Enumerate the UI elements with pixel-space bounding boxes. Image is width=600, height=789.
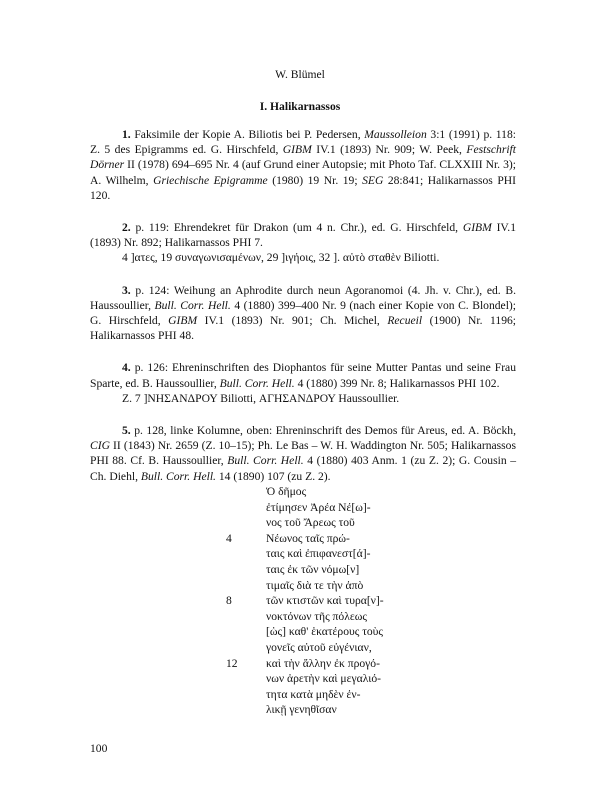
line-number: 4	[226, 531, 232, 545]
entry-note: 4 ]ατες, 19 συναγωνισαμένων, 29 ]ιγήοις, 32 ]. αὐτὸ σταθὲν Biliotti.	[122, 251, 440, 265]
inscription-line-text: Νέωνος ταῖς πρώ-	[266, 531, 350, 545]
entry-text: IV.1 (1893) Nr. 909; W. Peek,	[311, 143, 467, 157]
entry-text: p. 119: Ehrendekret für Drakon (um 4 n. Chr.), ed. G. Hirschfeld,	[130, 221, 463, 235]
entry-text: 14 (1890) 107 (zu Z. 2).	[215, 469, 331, 483]
inscription-line	[246, 515, 446, 531]
cited-title: Festschrift Dörner	[90, 143, 516, 172]
entry-text: 4 (1880) 403 Anm. 1 (zu Z. 2); G. Cousin – Ch. Diehl,	[90, 454, 517, 483]
inscription-line-text: ταις ἐκ τῶν νόμω[ν]	[266, 562, 360, 576]
entry-text: IV.1 (1893) Nr. 892; Halikarnassos PHI 7.	[90, 221, 516, 250]
entry-text: p. 128, linke Kolumne, oben: Ehreninschrift des Demos für Areus, ed. A. Böckh,	[130, 424, 516, 438]
cited-title: Maussolleion	[364, 128, 427, 141]
cited-title: Recueil	[387, 314, 423, 328]
entry-paragraph	[90, 220, 516, 250]
cited-title: GIBM	[462, 221, 492, 235]
cited-title: Bull. Corr. Hell.	[154, 298, 231, 312]
inscription-line	[246, 640, 446, 656]
inscription-line-text: Ὁ δῆμος	[266, 485, 307, 498]
inscription-line	[246, 562, 446, 578]
entry-paragraph	[90, 423, 516, 484]
inscription-line	[246, 484, 446, 500]
inscription-line-text: νοκτόνων τῆς πόλεως	[266, 609, 367, 623]
entry-paragraph	[90, 360, 516, 390]
entries-list	[90, 127, 516, 501]
running-head: W. Blümel	[275, 68, 325, 81]
inscription-line-text: [ὡς] καθ' ἑκατέρους τοὺς	[266, 625, 384, 639]
entry-text: (1900) Nr. 1196; Halikarnassos PHI 48.	[90, 314, 517, 343]
entry-number: 5.	[122, 424, 131, 438]
entry-text: 4 (1880) 399–400 Nr. 9 (nach einer Kopie von C. Blondel); G. Hirschfeld,	[90, 298, 517, 328]
inscription-line-text: ταις καὶ ἐπιφανεστ[ά]-	[266, 547, 371, 561]
cited-title: Bull. Corr. Hell.	[140, 469, 216, 483]
entry-5	[90, 423, 516, 484]
entry-paragraph	[90, 283, 516, 344]
inscription-line-text: νος τοῦ Ἄρεως τοῦ	[266, 516, 355, 530]
inscription-line	[246, 624, 446, 640]
inscription-line	[226, 593, 446, 609]
entry-text: II (1978) 694–695 Nr. 4 (auf Grund einer Autopsie; mit Photo Taf. CLXXIII Nr. 3); A. Wilhelm,	[90, 158, 516, 187]
page-number: 100	[90, 742, 108, 755]
entry-text: p. 126: Ehreninschriften des Diophantos für seine Mutter Pantas und seine Frau Sparte, ed. B. Haussoullier,	[90, 361, 516, 390]
inscription-line	[226, 531, 446, 547]
line-number: 12	[226, 656, 238, 670]
inscription-line	[246, 702, 446, 718]
entry-3	[90, 283, 516, 344]
entry-note: Z. 7 ]ΝΗΣΑΝΔΡΟΥ Biliotti, ΑΓΗΣΑΝΔΡΟΥ Haussoullier.	[122, 391, 400, 405]
entry-number: 1.	[122, 128, 131, 141]
inscription-text	[226, 484, 446, 718]
entry-text: II (1843) Nr. 2659 (Z. 10–15); Ph. Le Bas – W. H. Waddington Nr. 505; Halikarnassos PHI 88. Cf. B. Haussoullier,	[90, 439, 516, 468]
entry-number: 4.	[122, 361, 131, 375]
section-title: I. Halikarnassos	[259, 100, 341, 113]
cited-title: GIBM	[282, 143, 312, 157]
inscription-line-text: νων ἀρετὴν καὶ μεγαλιό-	[266, 672, 381, 686]
entry-text: 3:1 (1991) p. 118: Z. 5 des Epigramms ed. G. Hirschfeld,	[90, 128, 516, 157]
cited-title: Griechische Epigramme	[153, 173, 268, 187]
cited-title: GIBM	[168, 314, 198, 328]
inscription-line	[226, 656, 446, 672]
entry-number: 3.	[122, 283, 131, 297]
entry-text: 28:841; Halikarnassos PHI 120.	[90, 173, 516, 202]
cited-title: Bull. Corr. Hell.	[219, 376, 295, 390]
entry-text: Faksimile der Kopie A. Biliotis bei P. Pedersen,	[130, 128, 365, 141]
inscription-line-text: ἐτίμησεν Ἀρέα Νέ[ω]-	[266, 500, 371, 514]
entry-text: (1980) 19 Nr. 19;	[267, 173, 363, 187]
entry-text: p. 124: Weihung an Aphrodite durch neun Agoranomoi (4. Jh. v. Chr.), ed. B. Haussoullier,	[90, 283, 516, 312]
entry-1	[90, 127, 516, 203]
inscription-line	[246, 578, 446, 594]
inscription-line-text: καὶ τὴν ἄλλην ἐκ προγό-	[266, 656, 380, 670]
cited-title: Bull. Corr. Hell.	[227, 454, 304, 468]
cited-title: CIG	[90, 439, 110, 453]
entry-text: IV.1 (1893) Nr. 901; Ch. Michel,	[197, 314, 388, 328]
inscription-line	[246, 687, 446, 703]
inscription-line	[246, 546, 446, 562]
inscription-line-text: τῶν κτιστῶν καὶ τυρα[ν]-	[266, 594, 384, 608]
inscription-line-text: τιμαῖς διὰ τε τὴν ἀπὸ	[266, 578, 364, 592]
entry-text: 4 (1880) 399 Nr. 8; Halikarnassos PHI 102.	[294, 376, 500, 390]
entry-number: 2.	[122, 221, 131, 235]
inscription-line	[246, 671, 446, 687]
inscription-line-text: γονεῖς αὐτοῦ εὐγένιαν,	[266, 640, 372, 654]
cited-title: SEG	[362, 173, 384, 187]
entry-4	[90, 360, 516, 406]
inscription-line-text: τητα κατὰ μηδὲν ἐν-	[266, 687, 361, 701]
inscription-line	[246, 500, 446, 516]
entry-2	[90, 220, 516, 266]
entry-paragraph	[90, 127, 516, 203]
inscription-line-text: λικῇ γενηθῖσαν	[266, 703, 337, 717]
inscription-line	[246, 609, 446, 625]
line-number: 8	[226, 594, 232, 608]
